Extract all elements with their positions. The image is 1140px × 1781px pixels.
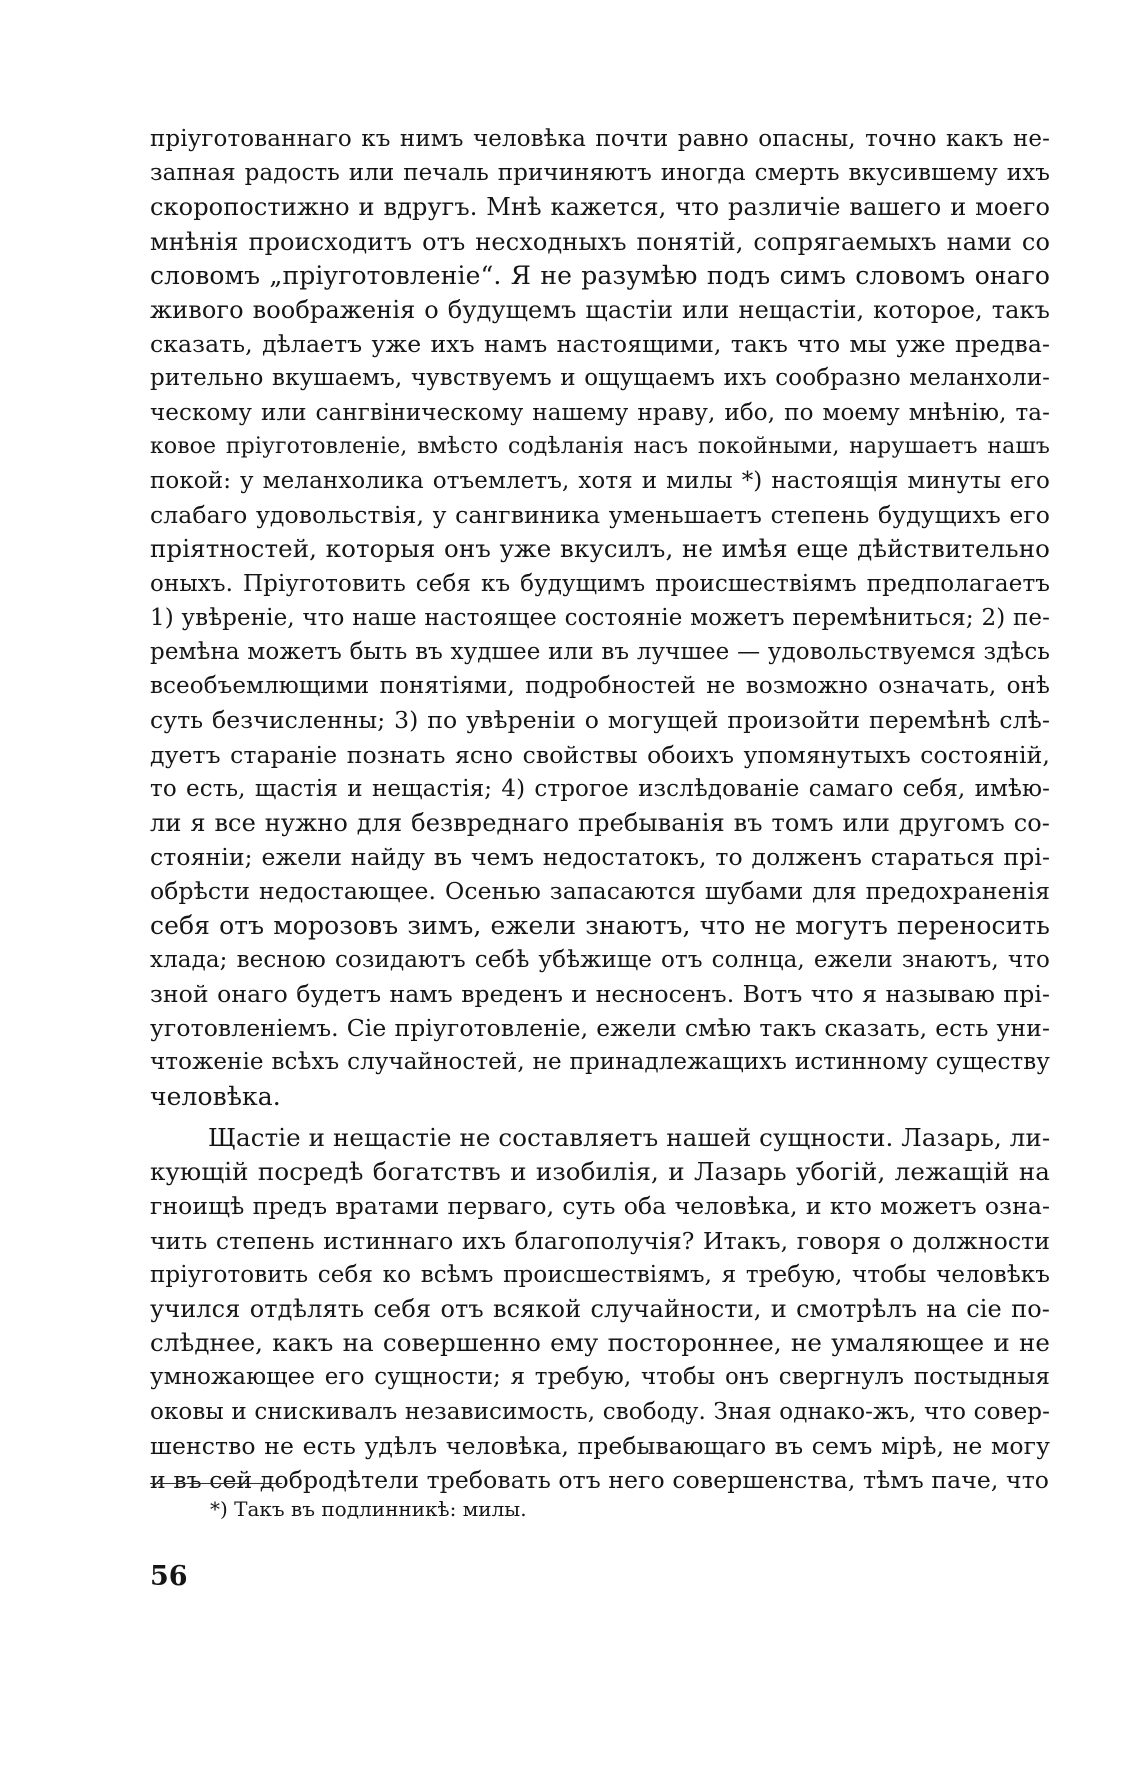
text-line: обрѣсти недостающее. Осенью запасаются шубами для предохраненія <box>150 877 1050 906</box>
text-line: человѣка. <box>150 1081 281 1111</box>
footnote: *) Такъ въ подлинникѣ: милы. <box>210 1497 527 1521</box>
text-line: пріуготованнаго къ нимъ человѣка почти равно опасны, точно какъ не- <box>150 126 1050 152</box>
text-line: чить степень истиннаго ихъ благополучія? Итакъ, говоря о должности <box>150 1226 1050 1255</box>
text-line: скоропостижно и вдругъ. Мнѣ кажется, что различіе вашего и моего <box>150 193 1050 222</box>
text-line: пріуготовить себя ко всѣмъ происшествіямъ, я требую, чтобы человѣкъ <box>150 1261 1050 1288</box>
text-line: ческому или сангвіническому нашему нраву, ибо, по моему мнѣнію, та- <box>150 399 1050 426</box>
text-line: стояніи; ежели найду въ чемъ недостатокъ, то долженъ стараться прі- <box>150 843 1050 872</box>
text-line: себя отъ морозовъ зимъ, ежели знаютъ, что не могутъ переносить <box>150 910 1050 940</box>
body-text <box>150 122 1050 1497</box>
text-line: ковое пріуготовленіе, вмѣсто содѣланія насъ покойными, нарушаетъ нашъ <box>150 433 1050 459</box>
text-line: сказать, дѣлаетъ уже ихъ намъ настоящими, такъ что мы уже предва- <box>150 330 1050 359</box>
text-line: слабаго удовольствія, у сангвиника уменьшаетъ степень будущихъ его <box>150 501 1050 530</box>
text-line: ремѣна можетъ быть въ худшее или въ лучшее — удовольствуемся здѣсь <box>150 639 1050 666</box>
text-line: хлада; весною созидаютъ себѣ убѣжище отъ солнца, ежели знаютъ, что <box>150 946 1050 973</box>
text-line: слѣднее, какъ на совершенно ему постороннее, не умаляющее и не <box>150 1328 1050 1358</box>
text-line: уготовленіемъ. Сіе пріуготовленіе, ежели смѣю такъ сказать, есть уни- <box>150 1014 1050 1043</box>
text-line: покой: у меланхолика отъемлетъ, хотя и милы *) настоящія минуты его <box>150 468 1050 495</box>
text-line: и въ сей добродѣтели требовать отъ него совершенства, тѣмъ паче, что <box>150 1465 1050 1494</box>
text-line: рительно вкушаемъ, чувствуемъ и ощущаемъ ихъ сообразно меланхоли- <box>150 365 1050 392</box>
paragraph <box>150 1121 1050 1497</box>
text-line: гноищѣ предъ вратами перваго, суть оба человѣка, и кто можетъ озна- <box>150 1192 1050 1221</box>
text-line: оковы и снискивалъ независимость, свободу. Зная однако-жъ, что совер- <box>150 1398 1050 1425</box>
text-line: словомъ „пріуготовленіе“. Я не разумѣю подъ симъ словомъ онаго <box>150 260 1050 290</box>
text-line: 1) увѣреніе, что наше настоящее состояніе можетъ перемѣниться; 2) пе- <box>150 604 1050 631</box>
text-line: зной онаго будетъ намъ вреденъ и несносенъ. Вотъ что я называю прі- <box>150 980 1050 1009</box>
text-line: чтоженіе всѣхъ случайностей, не принадлежащихъ истинному существу <box>150 1049 1050 1076</box>
text-line: то есть, щастія и нещастія; 4) строгое изслѣдованіе самаго себя, имѣю- <box>150 775 1050 802</box>
page-number: 56 <box>150 1561 188 1592</box>
text-line: Щастіе и нещастіе не составляетъ нашей сущности. Лазарь, ли- <box>208 1122 1051 1152</box>
text-line: всеобъемлющими понятіями, подробностей не возможно означать, онѣ <box>150 673 1050 700</box>
paragraph <box>150 122 1050 1114</box>
text-line: пріятностей, которыя онъ уже вкусилъ, не имѣя еще дѣйствительно <box>150 534 1050 564</box>
text-line: кующій посредѣ богатствъ и изобилія, и Лазарь убогій, лежащій на <box>150 1157 1050 1187</box>
text-line: живого воображенія о будущемъ щастіи или нещастіи, которое, такъ <box>150 296 1050 325</box>
text-line: шенство не есть удѣлъ человѣка, пребывающаго въ семъ мірѣ, не могу <box>150 1431 1050 1460</box>
text-line: мнѣнія происходитъ отъ несходныхъ понятій, сопрягаемыхъ нами со <box>150 227 1050 256</box>
text-line: ли я все нужно для безвреднаго пребыванія въ томъ или другомъ со- <box>150 809 1050 838</box>
text-line: умножающее его сущности; я требую, чтобы онъ свергнулъ постыдныя <box>150 1364 1050 1391</box>
text-line: запная радость или печаль причиняютъ иногда смерть вкусившему ихъ <box>150 160 1050 187</box>
text-line: оныхъ. Пріуготовить себя къ будущимъ происшествіямъ предполагаетъ <box>150 570 1050 597</box>
text-line: дуетъ стараніе познать ясно свойствы обоихъ упомянутыхъ состояній, <box>150 740 1050 769</box>
text-line: суть безчисленны; 3) по увѣреніи о могущей произойти перемѣнѣ слѣ- <box>150 706 1050 735</box>
text-line: учился отдѣлять себя отъ всякой случайности, и смотрѣлъ на сіе по- <box>150 1294 1050 1323</box>
footnote-rule <box>150 1483 282 1484</box>
